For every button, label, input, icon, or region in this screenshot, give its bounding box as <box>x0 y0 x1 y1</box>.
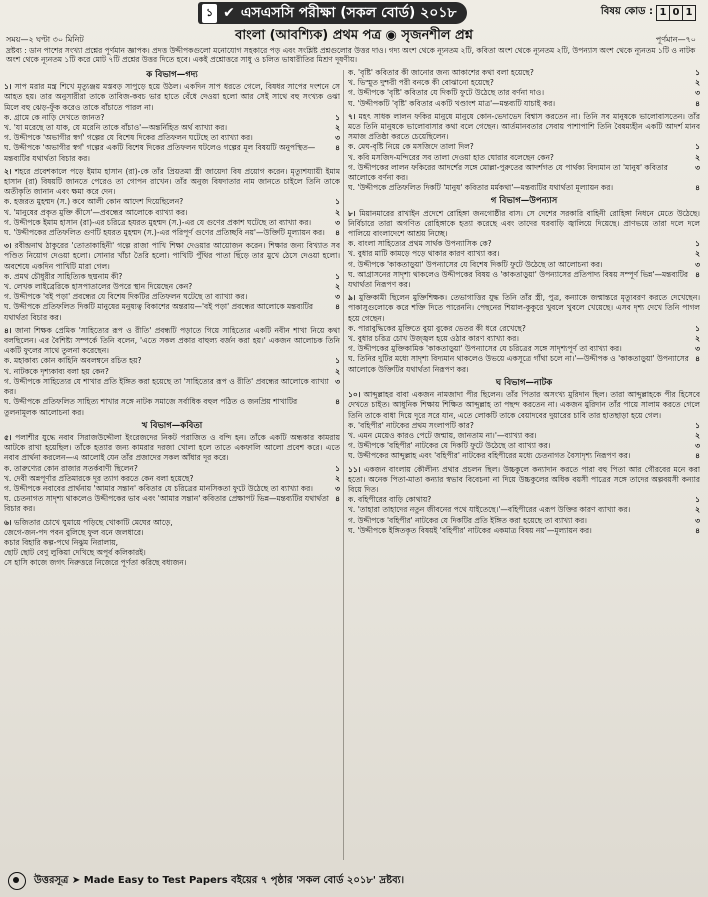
sub-question-marks: ৩ <box>695 162 700 172</box>
question-block <box>4 433 340 515</box>
sub-question-text: ঘ. 'উদ্দীপকটি 'বৃষ্টি' কবিতার একটি খণ্ডাংশ মাত্র'—মন্তব্যটি যাচাই কর। <box>348 98 556 108</box>
header <box>0 0 708 24</box>
sub-question <box>348 270 700 290</box>
question-stem-text: ভজিতার চোখে ঘুমায়ে পড়িছে খোকাটি মেঘের আড়ে, জেগে-জন-পদ পবন বুলিছে ফুল বনে জলধারে। কচার বিহারি কল্প-পথে নিঝুম নিরালায়, ছোট ছোট বেণু লুকিয়া দেখিছে অপূর্ব কলিকারই। সে হাসি কাজে জগৎ নিরুত্তরে নিজেরে পূর্ণতা করিছে বধ্যজন। <box>4 517 187 568</box>
question-block <box>348 68 700 109</box>
sub-question-text: গ. উদ্দীপকে সাহিত্যের যে শাখার প্রতি ইঙ্গিত করা হয়েছে তা 'সাহিত্যের রূপ ও রীতি' প্রবন্ধের আলোকে ব্যাখ্যা কর। <box>4 376 329 397</box>
question-stem-text: জানা শিক্ষক প্রেমিক 'সাহিত্যের রূপ ও রীতি' প্রবন্ধটি পড়াতে গিয়ে সাহিত্যের একটি নবীন শাখা নিয়ে কথা বলছিলেন। এর বৈশিষ্ট্য সম্পর্কে তিনি বলেন, 'এতে সকল প্রকার বাহুল্য বর্জন করা হয়।' একজন আলোচক তিনি একটি ফুলের সাথে তুলনা করেছেন। <box>4 325 340 356</box>
sub-question <box>4 377 340 397</box>
sub-question-marks: ৪ <box>695 183 700 193</box>
sub-question <box>4 484 340 494</box>
sub-question-marks: ১ <box>335 197 340 207</box>
sub-question-text: ক. হজরত মুহম্মদ (স.) কবে আলী কোন আদেশ দিয়েছিলেন? <box>4 197 184 207</box>
sub-question-text: গ. উদ্দীপকে 'অভাগীর স্বর্গ' গল্পের যে বিশেষ দিকের প্রতিফলন ঘটেছে তা ব্যাখ্যা কর। <box>4 133 253 143</box>
sub-question <box>348 88 700 98</box>
sub-question <box>4 143 340 163</box>
exam-time: সময়—২ ঘণ্টা ৩০ মিনিট <box>6 35 84 44</box>
sub-question <box>4 208 340 218</box>
sub-question-marks: ৪ <box>335 143 340 153</box>
sub-question <box>348 421 700 431</box>
question-stem-text: শহরে প্রবেশকালে পড়ে ইমাম হাসান (রা)-কে তাঁর প্রিয়তমা স্ত্রী জায়েদা বিষ প্রয়োগ করেন। মৃত্যুশয্যায়ী ইমাম হাসান (রা) বিষয়টি জানতে পেরেও তা গোপন রাখেন। তাঁর অনুজ বিষদাতার নাম জানতে চাইলে তিনি তাকে অতীকৃতি জানান এবং ক্ষমা করে দেন। <box>4 166 340 197</box>
sub-question-marks: ৩ <box>695 441 700 451</box>
sub-question <box>348 78 700 88</box>
sub-question-text: খ. লেখক লাইব্রেরিকে হাসপাতালের উপরে স্থান দিয়েছেন কেন? <box>4 282 193 292</box>
question-block <box>348 390 700 461</box>
sub-question <box>348 163 700 183</box>
sub-question-text: ক. গ্রামে কে নাড়ি দেখতে জানত? <box>4 112 105 122</box>
sub-question-marks: ৪ <box>695 525 700 535</box>
instructions: দ্রষ্টব্য : ডান পাশের সংখ্যা প্রশ্নের পূর্ণমান জ্ঞাপক। প্রদত্ত উদ্দীপকগুলো মনোযোগ সহকারে পড় এবং সংশ্লিষ্ট প্রশ্নগুলোর উত্তর দাও। গদ্য অংশ থেকে ন্যূনতম ২টি, কবিতা অংশ থেকে ন্যূনতম ২টি, উপন্যাস অংশ থেকে ন্যূনতম ১টি ও নাটক অংশ থেকে ন্যূনতম ১টি করে মোট ৭টি প্রশ্নের উত্তর দিতে হবে। একই প্রশ্নোত্তরে সাধু ও চলিত ভাষারীতির মিশ্রণ দূষণীয়। <box>6 46 696 64</box>
sub-question-text: ক. বাংলা সাহিত্যের প্রথম সার্থক উপন্যাসিক কে? <box>348 239 492 249</box>
sub-question-text: গ. উদ্দীপকের লালন ফকিরের আদর্শের সঙ্গে মোল্লা-পুরুতের আদর্শগত যে পার্থক্য বিদ্যমান তা 'মানুষ' কবিতার আলোকে বর্ণনা কর। <box>348 162 668 183</box>
check-icon: ✔ <box>223 5 235 21</box>
sub-question <box>4 113 340 123</box>
sub-question <box>348 516 700 526</box>
sub-question <box>4 397 340 417</box>
sub-question-marks: ২ <box>695 505 700 515</box>
sub-question-text: ক. 'বহিপীর' নাটকের প্রথম সংলাপটি কার? <box>348 420 474 430</box>
sub-question-text: গ. উদ্দীপকে 'বহিপীর' নাটকের যে দিকটির প্রতি ইঙ্গিত করা হয়েছে তা ব্যাখ্যা কর। <box>348 515 587 525</box>
sub-question <box>348 153 700 163</box>
sub-question-marks: ২ <box>335 282 340 292</box>
sub-question-marks: ৩ <box>695 344 700 354</box>
question-block <box>4 518 340 569</box>
sub-question-text: ক. মহাকাব্য কোন কাহিনি অবলম্বনে রচিত হয়? <box>4 356 142 366</box>
sub-question-text: গ. উদ্দীপকে 'কাকতাড়ুয়া' উপন্যাসের যে বিশেষ দিকটি ফুটে উঠেছে তা আলোচনা কর। <box>348 259 603 269</box>
code-digit: 0 <box>669 5 683 21</box>
section-title: ঘ বিভাগ—নাটক <box>495 377 553 388</box>
sub-question-text: ঘ. উদ্দীপকে প্রতিফলিত দিকটি মানুষের মনুষ্যত্ব বিকাশের অন্তরায়—'বই পড়া' প্রবন্ধের আলোকে মন্তব্যটির যথার্থতা বিচার কর। <box>4 302 313 322</box>
question-block <box>348 209 700 291</box>
sub-question <box>348 505 700 515</box>
sub-question-marks: ২ <box>335 473 340 483</box>
sub-question <box>348 354 700 374</box>
question-stem <box>348 465 700 496</box>
sub-question-text: গ. উদ্দীপকে ইমাম হাসান (রা)-এর চরিত্রে হযরত মুহম্মদ (স.)-এর যে গুণের প্রকাশ ঘটেছে তা ব্যাখ্যা কর। <box>4 217 312 227</box>
sub-question-text: খ. 'মানুষের প্রকৃত মুক্তি কীসে'—প্রবন্ধের আলোকে ব্যাখ্যা কর। <box>4 207 188 217</box>
sub-question <box>4 464 340 474</box>
sub-question-marks: ৩ <box>335 133 340 143</box>
sub-question-marks: ১ <box>695 323 700 333</box>
sub-question <box>348 324 700 334</box>
section-title: ক বিভাগ—গদ্য <box>146 70 198 80</box>
sub-question <box>348 249 700 259</box>
sub-question-text: ঘ. 'উদ্দীপকের প্রতিফলিত গুণটি হযরত মুহম্মদ (স.)-এর পরিপূর্ণ গুণের প্রতিচ্ছবি নয়'—উক্তিটি মূল্যায়ন কর। <box>4 228 325 238</box>
sub-question <box>348 260 700 270</box>
question-block <box>4 82 340 164</box>
question-block <box>348 465 700 536</box>
sub-question <box>348 68 700 78</box>
sub-question-marks: ২ <box>695 430 700 440</box>
question-stem-text: আব্দুল্লাহর বাবা একজন নামজাদা পীর ছিলেন। তাঁর পিতার অসংখ্য মুরিদান ছিল। তারা আব্দুল্লাহকে পীর হিসেবে দেখতে চাইত। আধুনিক শিক্ষায় শিক্ষিত আব্দুল্লাহ তা পছন্দ করতেন না। একজন মুরিদান তাঁর পায়ে সালাম করতে গেলে তিনি তাকে বাধা দিয়ে দূরে সরে যান, এতে লোকটি তাকে বেয়াদবের দুয়ারের চাবি তার হাতছাড়া হয়ে গেল। <box>348 390 700 420</box>
sub-question-text: খ. ভিস্মুত দুশ্চরী পরী বনকে কী বোঝানো হয়েছে? <box>348 78 494 88</box>
sub-question <box>4 228 340 238</box>
question-block <box>348 112 700 194</box>
question-stem <box>4 326 340 357</box>
sub-question-text: ঘ. উদ্দীপকের আব্দুল্লাহ এবং 'বহিপীর' নাটকের বহিপীরের মধ্যে চেতনাগত বৈসাদৃশ্য নিরূপণ কর। <box>348 451 631 461</box>
sub-question-text: খ. এমন মেয়েও কারও পেটে জন্মায়, জানতাম না।'—ব্যাখ্যা কর। <box>348 430 537 440</box>
sub-question-marks: ১ <box>695 68 700 77</box>
sub-question <box>4 272 340 282</box>
right-column <box>348 68 700 863</box>
sub-question-text: গ. উদ্দীপকে 'বহিপীর' নাটকের যে দিকটি ফুটে উঠেছে তা ব্যাখ্যা কর। <box>348 441 551 451</box>
question-number: ৮। <box>348 208 356 218</box>
sub-question <box>348 526 700 536</box>
question-number: ৭। <box>348 111 356 121</box>
question-block <box>348 293 700 375</box>
sub-question-text: ঘ. 'উদ্দীপকে প্রতিফলিত দিকটি 'মানুষ' কবিতার মর্মকথা'—মন্তব্যটির যথার্থতা মূল্যায়ন কর। <box>348 183 614 193</box>
exam-badge <box>198 2 467 24</box>
badge-number: ১ <box>202 4 217 23</box>
question-stem <box>348 293 700 324</box>
sub-question <box>348 142 700 152</box>
sub-question-text: গ. উদ্দীপকে নবাবের প্রার্থনায় 'আমার সন্তান' কবিতার যে চরিত্রের মানসিকতা ফুটে উঠেছে তা ব্যাখ্যা কর। <box>4 483 313 493</box>
sub-question <box>348 334 700 344</box>
sub-question-marks: ২ <box>335 207 340 217</box>
sub-question-marks: ৩ <box>335 217 340 227</box>
sub-question-marks: ৩ <box>695 259 700 269</box>
sub-question-text: খ. নাটককে দৃশ্যকাব্য বলা হয় কেন? <box>4 366 109 376</box>
sub-question-marks: ২ <box>335 123 340 133</box>
sub-question-marks: ৪ <box>695 354 700 364</box>
question-number: ৯। <box>348 293 356 303</box>
sub-question-text: গ. উদ্দীপকে 'বই পড়া' প্রবন্ধের যে বিশেষ দিকটির প্রতিফলন ঘটেছে তা ব্যাখ্যা কর। <box>4 292 248 302</box>
question-stem-text: মুক্তিকামী ছিলেন মুক্তিশিক্ষক। তেভাগাত্তির যুদ্ধ তিনি তাঁর স্ত্রী, পুত্র, কন্যাকে জন্মান্তরে মৃত্যুবরণ করতে দেখেছেন। পাকাসুগুলোকে করে শক্তি দিতে পারেননি। পেছনের শিয়াল-কুকুরে খুবলে খুবলে খেয়েছে। এসব দৃশ্য দেখে তিনি পাগল হয়ে গেছেন। <box>348 293 700 323</box>
sub-question <box>348 431 700 441</box>
sub-question-marks: ৪ <box>695 451 700 461</box>
sub-question-marks: ১ <box>335 271 340 281</box>
question-number: ২। <box>4 166 12 176</box>
question-number: ১০। <box>348 390 361 400</box>
sub-question-text: খ. বুধার মাটি কামড়ে পড়ে থাকার কারণ ব্যাখ্যা কর। <box>348 249 500 259</box>
sub-question <box>4 494 340 514</box>
sub-question-text: খ. বুধার চরিত্র চোখ উজ্জ্বল হয়ে ওঠার কারণ ব্যাখ্যা কর। <box>348 334 519 344</box>
sub-question-marks: ৪ <box>695 269 700 279</box>
sub-question <box>348 183 700 193</box>
sub-question-text: খ. 'যা মরেছে তা যাক, যে মরেনি তাকে বাঁচাও'—অন্তর্নিহিত অর্থ ব্যাখ্যা কর। <box>4 123 228 133</box>
sub-question-marks: ৩ <box>335 292 340 302</box>
sub-question <box>4 474 340 484</box>
question-number: ১১। <box>348 464 361 474</box>
sub-question <box>348 99 700 109</box>
section-title: খ বিভাগ—কবিতা <box>141 420 203 431</box>
question-block <box>4 326 340 418</box>
question-number: ৫। <box>4 432 12 442</box>
sub-question-text: ঘ. 'উদ্দীপকে ইঙ্গিতকৃত বিষয়ই 'বহিপীর' নাটকের একমাত্র বিষয় নয়'—মূল্যায়ন কর। <box>348 525 592 535</box>
sub-question-marks: ২ <box>335 366 340 376</box>
code-digit: 1 <box>656 5 670 21</box>
subject-code-boxes <box>657 5 696 21</box>
sub-question-text: ঘ. উদ্দীপকে 'অভাগীর স্বর্গ' গল্পের একটি বিশেষ দিকের প্রতিফলন ঘটলেও গল্পের মূল বিষয়টি অনুপস্থিত—মন্তব্যটির যথার্থতা বিচার কর। <box>4 143 316 163</box>
answer-reference-icon <box>8 872 26 890</box>
question-stem-text: একজন বাংলায় কৌলীন্য প্রথার প্রচলন ছিল। উচ্চকুলে কন্যাদান করতে পারা বহু পিতা আর গৌরবের মনে করা হতো। অনেক পিতা-মাতা কন্যার স্বভাব বিবেচনা না দিয়ে উচ্চকুলের অধিক বয়সী পাত্রের সঙ্গে তাদের অল্পবয়সী কন্যার বিয়ে দিত। <box>348 464 700 494</box>
sub-question-marks: ১ <box>695 239 700 249</box>
subject-code-label: বিষয় কোড : <box>600 6 653 17</box>
sub-question-marks: ৪ <box>335 494 340 504</box>
sub-question-text: ঘ. আগ্রাসনের সাদৃশ্য থাকলেও উদ্দীপকের বিষয় ও 'কাকতাড়ুয়া' উপন্যাসের প্রতিপাদ্য বিষয় সম্পূর্ণ ভিন্ন'—মন্তব্যটির যথার্থতা নিরূপণ কর। <box>348 269 689 290</box>
sub-question-marks: ৩ <box>695 88 700 98</box>
sub-question-marks: ৩ <box>695 515 700 525</box>
question-number: ১। <box>4 82 12 92</box>
sub-question-text: ক. তারুণ্যের কোন রাজার সতর্কবাণী ছিলেন? <box>4 463 138 473</box>
sub-question-marks: ২ <box>695 78 700 88</box>
sub-question-text: ক. 'বৃষ্টি' কবিতার কী জানোর জন্য আকাশের কথা বলা হয়েছে? <box>348 68 534 77</box>
question-block <box>4 167 340 238</box>
question-stem-text: মিয়ানমারের রাখাইন প্রদেশে রোহিঙ্গা জনগোষ্ঠীর বাস। সে দেশের সরকারি বাহিনী রোহিঙ্গা নিধনে মেতে উঠেছে। নির্বিচারে তারা অগণিত রোহিঙ্গাকে হত্যা করেছে এবং তাদের ঘরবাড়ি জ্বালিয়ে দিয়েছে। প্রাণভয়ে তারা দলে দলে পালিয়ে বাংলাদেশে আশ্রয় নিচ্ছে। <box>348 208 700 239</box>
code-digit: 1 <box>682 5 696 21</box>
sub-question <box>4 292 340 302</box>
sub-question-marks: ৩ <box>335 483 340 493</box>
question-number: ৪। <box>4 325 12 335</box>
exam-title: এসএসসি পরীক্ষা (সকল বোর্ড) ২০১৮ <box>240 5 457 21</box>
sub-question <box>4 133 340 143</box>
sub-question-marks: ৪ <box>335 397 340 407</box>
question-block <box>4 241 340 323</box>
sub-question-text: ঘ. চেতনাগত সাদৃশ্য থাকলেও উদ্দীপকের ভাব এবং 'আমার সন্তান' কবিতার প্রেক্ষাপট ভিন্ন—মন্তব্যটির যথার্থতা বিচার কর। <box>4 494 329 514</box>
left-column <box>4 68 340 863</box>
question-stem <box>4 82 340 113</box>
sub-question-marks: ৪ <box>335 228 340 238</box>
sub-question-text: ঘ. তিনির দুটির মধ্যে সাদৃশ্য বিদ্যমান থাকলেও উভয়ে একসূত্রে গাঁথা চলে না।'—উদ্দীপক ও 'কাকতাড়ুয়া' উপন্যাসের আলোকে উক্তিটির যথার্থতা নিরূপণ কর। <box>348 354 689 374</box>
sub-question <box>348 441 700 451</box>
question-stem <box>4 241 340 272</box>
sub-question <box>4 197 340 207</box>
sub-question <box>348 239 700 249</box>
full-marks: পূর্ণমান—৭০ <box>655 35 696 44</box>
sub-question <box>4 282 340 292</box>
sub-question-marks: ১ <box>335 112 340 122</box>
sub-question <box>348 451 700 461</box>
sub-question-text: ক. বহিপীরের বাড়ি কোথায়? <box>348 495 432 505</box>
question-stem-text: পলাশীর যুদ্ধে নবাব সিরাজউদ্দৌলা ইংরেজদের নিকট পরাজিত ও বন্দি হন। তাঁকে একটি অন্ধকার কামরায় আটকে রাখা হয়েছিল। তাঁকে হত্যার জন্য কামরার দরজা খোলা হলে তাতে একফালি আলো প্রবেশ করে। এতে নবাব প্রার্থনা করলেন—এ আলোই যেন তাঁর প্রজাদের সকল আঁধার দূর করে। <box>4 432 340 463</box>
sub-question-marks: ১ <box>695 420 700 430</box>
sub-question-marks: ১ <box>695 142 700 152</box>
subject-code <box>601 4 696 21</box>
sub-question-marks: ২ <box>695 152 700 162</box>
footer-text: উত্তরসূত্র ➤ Made Easy to Test Papers বইয়ের ৭ পৃষ্ঠার 'সকল বোর্ড ২০১৮' দ্রষ্টব্য। <box>34 874 405 886</box>
sub-question-marks: ২ <box>695 249 700 259</box>
sub-question <box>4 218 340 228</box>
footer <box>0 868 708 894</box>
question-stem-text: রবীন্দ্রনাথ ঠাকুরের 'তোতাকাহিনী' গল্পে রাজা পাখি শিক্ষা দেওয়ার আয়োজন করেন। শিক্ষার জন্য বিখ্যাত সব পণ্ডিত নিয়োগ দেওয়া হলো। সোনার খাঁচা তৈরি হলো। পাখিটি পুঁথির পাতা ছিঁড়ে তার মুখে ঠেসে দেওয়া হলো। অবশেষে একদিন পাখিটি মারা গেল। <box>4 241 340 271</box>
sub-question-text: ঘ. উদ্দীপকে প্রতিফলিত সাহিত্য শাখার সঙ্গে নাটক সমাজে সর্বাধিক বহুল পঠিত ও জনপ্রিয় শাখাটির তুলনামূলক আলোচনা কর। <box>4 397 298 417</box>
question-number: ৬। <box>4 517 12 527</box>
sub-question-text: ক. পারাবুদ্ধিকের মুক্তিতে বুয়া বুকের ভেতর কী ধরে রেখেছে? <box>348 323 526 333</box>
question-stem-text: মহৎ সাধক লালন ফকির মানুষে মানুষে কোন-ভেদাভেদ বিশ্বাস করতেন না। তিনি সব মানুষকে ভালোবাসতেন। তাঁর মতে তিনি মানুষকে ভালোবাসার কথা বলে গেছেন। আর্তমানবতার সেবায় পাশাপাশি তিনি বৈষম্যহীন একটি আদর্শ মানব সমাজ প্রতিষ্ঠা করতে চেয়েছিলেন। <box>348 111 700 142</box>
sub-question-marks: ৪ <box>695 98 700 108</box>
question-stem <box>348 390 700 421</box>
sub-question-marks: ৪ <box>335 302 340 312</box>
sub-question-text: খ. কবি মসজিদ-মন্দিরের সব তালা দেওয়া হাত ঘোরার বলেছেন কেন? <box>348 152 554 162</box>
sub-question <box>4 367 340 377</box>
sub-question <box>348 495 700 505</box>
sub-question-text: গ. উদ্দীপকে 'বৃষ্টি' কবিতার যে দিকটি ফুটে উঠেছে তার বর্ণনা দাও। <box>348 88 545 98</box>
sub-question-text: খ. 'তাহারা তাহাদের নতুন জীবনের পথে যাইতেছে।'—বহিপীরের এরূপ উক্তির কারণ ব্যাখ্যা কর। <box>348 505 631 515</box>
question-stem <box>348 209 700 240</box>
sub-question-marks: ১ <box>695 495 700 505</box>
question-stem-text: সাপ মরার মন্ত্র শিখে মৃত্যুঞ্জয় মস্তবড় সাপুড়ে হয়ে উঠল। একদিন সাপ ধরতে গেলে, বিষধর সাপের দংশনে সে আহত হয়। তার অনুসারীরা তাকে তাবিজ-কবচ ভার হাতে বেঁধে দেওয়া হলো আর সেই সাথে বহু সংখ্যক ওঝা মিলে বহু ঝেড়-ফুঁক করেও তাকে বাঁচাতে পারল না। <box>4 82 340 112</box>
question-stem <box>4 518 340 569</box>
paper-title: বাংলা (আবশ্যিক) প্রথম পত্র ◉ সৃজনশীল প্রশ্ন <box>235 28 473 43</box>
sub-question-text: খ. দেবী অন্নপূর্ণার প্রতিমারকে দূর ত্যাগ করতে কেন বলা হয়েছে? <box>4 473 194 483</box>
section-title: গ বিভাগ—উপন্যাস <box>490 196 558 207</box>
sub-question-text: ক. প্রমথ চৌধুরীর সাহিত্যিক ছদ্মনাম কী? <box>4 271 123 281</box>
sub-question-marks: ১ <box>335 356 340 366</box>
question-stem <box>348 112 700 143</box>
sub-question-marks: ২ <box>695 334 700 344</box>
question-stem <box>4 167 340 198</box>
question-stem <box>4 433 340 464</box>
sub-question <box>4 123 340 133</box>
column-divider <box>343 70 344 860</box>
sub-question-marks: ৩ <box>335 376 340 386</box>
sub-question <box>4 302 340 322</box>
sub-question-text: ক. মেঘ-বৃষ্টি নিয়ে কে মসজিদে তালা দিল? <box>348 142 474 152</box>
sub-question <box>348 344 700 354</box>
sub-question <box>4 356 340 366</box>
sub-question-text: গ. উদ্দীপকের মুক্তিকামিক 'কাকতাড়ুয়া' উপন্যাসের যে চরিত্রের সঙ্গে সাদৃশ্যপূর্ণ তা ব্যাখ্যা কর। <box>348 344 622 354</box>
question-number: ৩। <box>4 241 12 251</box>
sub-question-marks: ১ <box>335 463 340 473</box>
